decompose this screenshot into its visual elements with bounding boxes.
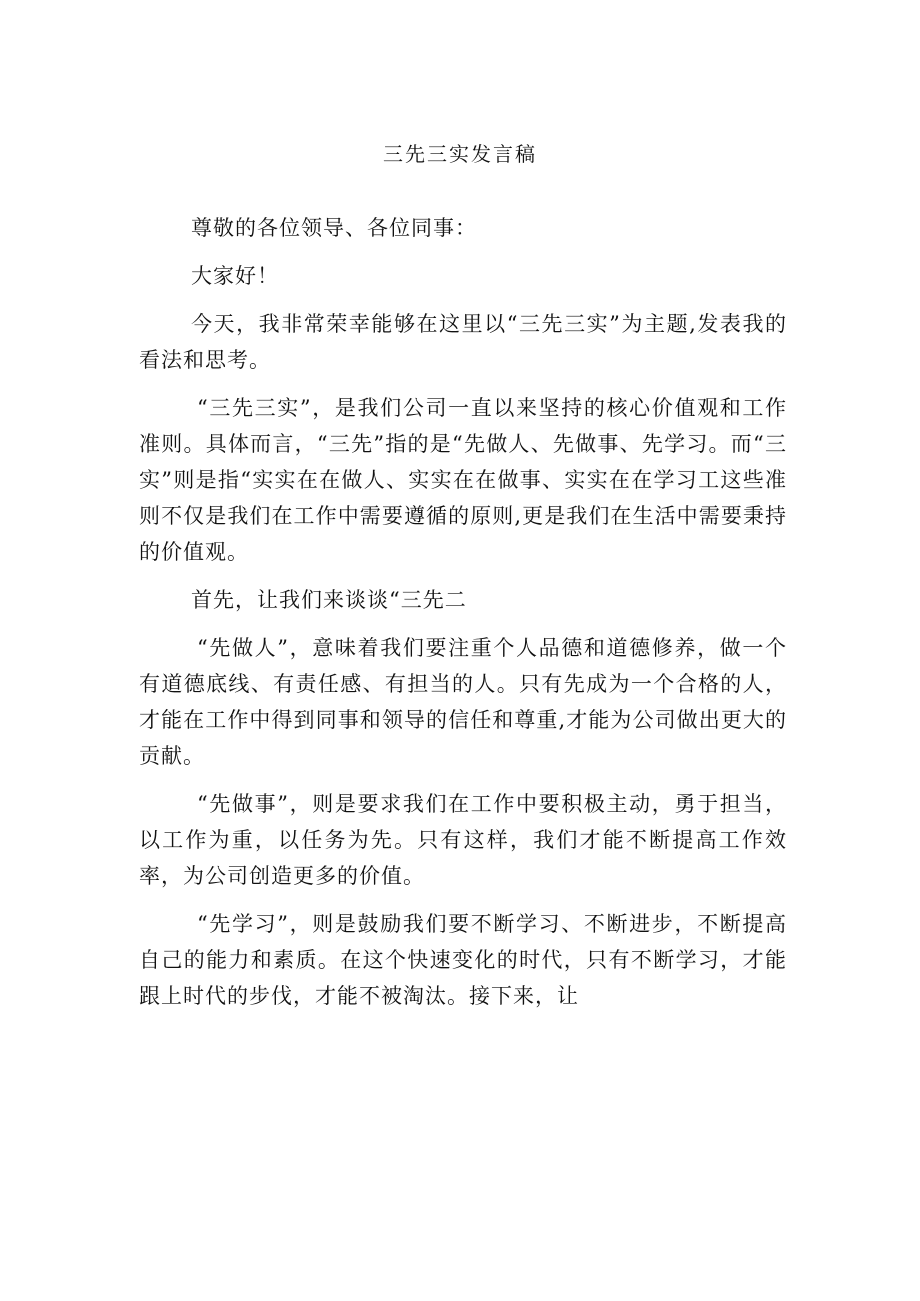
paragraph-definition: “三先三实”，是我们公司一直以来坚持的核心价值观和工作准则。具体而言，“三先”指的是“先做人、先做事、先学习。而“三实”则是指“实实在在做人、实实在在做事、实实在在学习工这些准则不仅是我们在工作中需要遵循的原则,更是我们在生活中需要秉持的价值观。 [139,396,787,564]
salutation: 尊敬的各位领导、各位同事： [191,216,477,240]
document-title: 三先三实发言稿 [383,142,537,166]
paragraph-first: 首先，让我们来谈谈“三先二 [191,588,467,612]
paragraph-xian-zuoshi: “先做事”，则是要求我们在工作中要积极主动，勇于担当，以工作为重，以任务为先。只有这样，我们才能不断提高工作效率，为公司创造更多的价值。 [139,792,787,888]
paragraph-xian-zuoren: “先做人”，意味着我们要注重个人品德和道德修养，做一个有道德底线、有责任感、有担当的人。只有先成为一个合格的人，才能在工作中得到同事和领导的信任和尊重,才能为公司做出更大的贡献。 [139,636,787,768]
paragraph-xian-xuexi: “先学习”，则是鼓励我们要不断学习、不断进步，不断提高自己的能力和素质。在这个快速变化的时代，只有不断学习，才能跟上时代的步伐，才能不被淘汰。接下来，让 [139,912,787,1008]
paragraph-intro: 今天，我非常荣幸能够在这里以“三先三实”为主题,发表我的看法和思考。 [139,312,787,372]
document-body [139,210,787,1026]
greeting: 大家好！ [191,264,279,288]
